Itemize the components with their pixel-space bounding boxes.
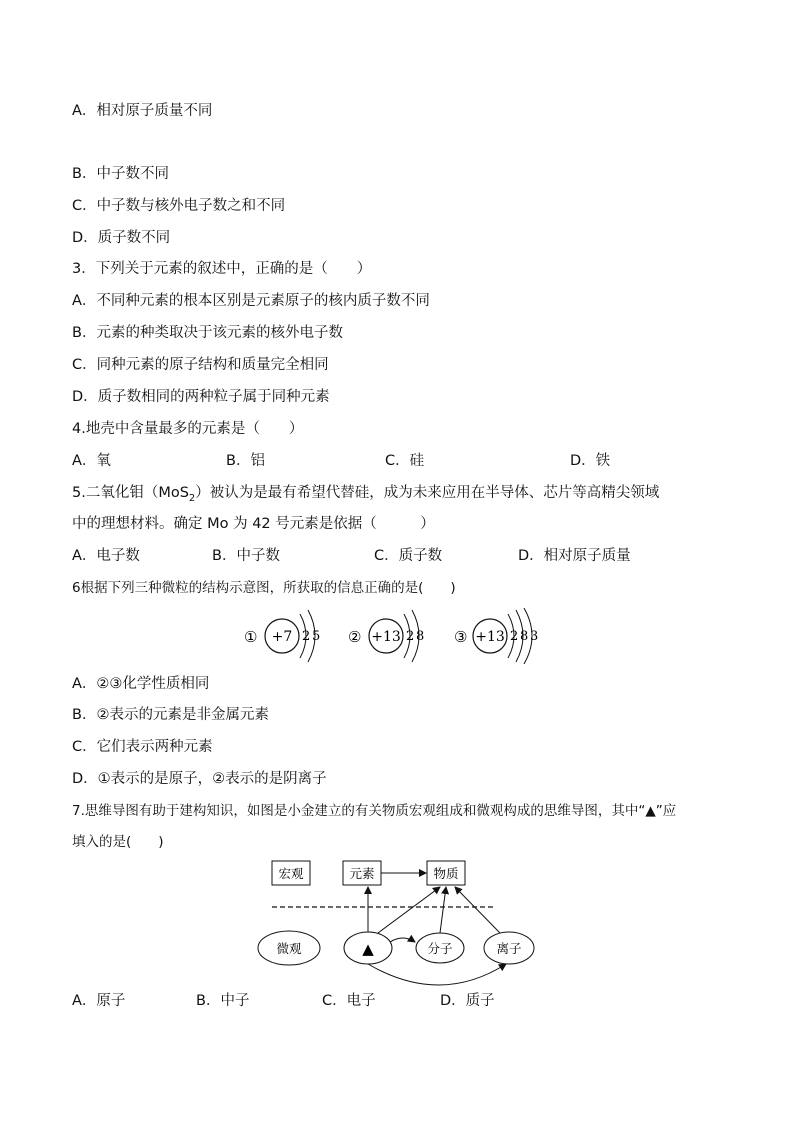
q5-option-c: C．质子数 — [374, 548, 443, 564]
q4-option-d: D．铁 — [570, 453, 611, 469]
particle-1-shell-1-count: 2 — [302, 629, 311, 644]
q3-option-a: A．不同种元素的根本区别是元素原子的核内质子数不同 — [72, 293, 430, 309]
q7-option-a: A．原子 — [72, 993, 126, 1009]
particle-2-nucleus: +13 — [371, 629, 401, 645]
q6-option-c: C．它们表示两种元素 — [72, 739, 213, 755]
q3-option-b: B．元素的种类取决于该元素的核外电子数 — [72, 325, 343, 341]
q6-option-b: B．②表示的元素是非金属元素 — [72, 707, 269, 723]
q7-stem-line2: 填入的是( ) — [72, 834, 164, 850]
q5-option-a: A．电子数 — [72, 548, 140, 564]
q5-stem-line1 — [72, 483, 659, 509]
element-label: 元素 — [349, 866, 375, 881]
q6-option-d: D．①表示的是原子，②表示的是阴离子 — [72, 771, 327, 787]
q5-stem-part-a: 5.二氧化钼（MoS — [72, 485, 189, 501]
q7-option-d: D．质子 — [440, 993, 495, 1009]
particle-3-label: ③ — [454, 628, 468, 646]
ion-label: 离子 — [496, 941, 522, 956]
macro-label: 宏观 — [278, 866, 304, 881]
q7-option-b: B．中子 — [196, 993, 250, 1009]
q3-option-d: D．质子数相同的两种粒子属于同种元素 — [72, 389, 330, 405]
arrow-unknown-to-ion — [368, 964, 506, 985]
q5-stem-part-b: ）被认为是最有希望代替硅，成为未来应用在半导体、芯片等高精尖领域 — [195, 485, 660, 501]
q3-option-c: C．同种元素的原子结构和质量完全相同 — [72, 357, 329, 373]
particle-3-shell-3-count: 3 — [530, 629, 539, 644]
arrow-unknown-to-substance — [378, 887, 440, 933]
q6-option-a: A．②③化学性质相同 — [72, 676, 210, 692]
q5-option-d: D．相对原子质量 — [518, 548, 631, 564]
particle-1-shell-2-count: 5 — [312, 629, 321, 644]
arrow-molecule-to-substance — [440, 887, 446, 933]
arrow-unknown-to-molecule — [390, 938, 415, 942]
particle-2-label: ② — [348, 628, 362, 646]
q5-option-b: B．中子数 — [212, 548, 280, 564]
q2-option-a: A．相对原子质量不同 — [72, 103, 213, 119]
q3-stem: 3．下列关于元素的叙述中，正确的是（ ） — [72, 261, 372, 277]
q7-stem-line1: 7.思维导图有助于建构知识，如图是小金建立的有关物质宏观组成和微观构成的思维导图，其中“▲”应 — [72, 803, 677, 819]
particle-3-shell-2-count: 8 — [520, 629, 529, 644]
atomic-structure-diagram — [240, 606, 550, 666]
q5-stem-subscript: 2 — [188, 492, 196, 504]
unknown-triangle: ▲ — [362, 940, 374, 958]
q7-option-c: C．电子 — [322, 993, 376, 1009]
particle-2-shell-1-count: 2 — [406, 629, 415, 644]
q5-stem-line2: 中的理想材料。确定 Mo 为 42 号元素是依据（ ） — [72, 516, 435, 532]
q2-option-c: C．中子数与核外电子数之和不同 — [72, 198, 286, 214]
particle-2-shell-2-count: 8 — [416, 629, 425, 644]
q2-option-d: D．质子数不同 — [72, 230, 171, 246]
q2-option-b: B．中子数不同 — [72, 166, 169, 182]
q4-option-c: C．硅 — [385, 453, 425, 469]
particle-1-nucleus: +7 — [271, 629, 293, 645]
particle-3-nucleus: +13 — [475, 629, 505, 645]
q4-option-a: A．氧 — [72, 453, 111, 469]
particle-1-label: ① — [244, 628, 258, 646]
q4-option-b: B．铝 — [226, 453, 265, 469]
micro-label: 微观 — [276, 941, 302, 956]
q6-stem: 6根据下列三种微粒的结构示意图，所获取的信息正确的是( ) — [72, 580, 456, 596]
mind-map-diagram — [250, 856, 550, 988]
substance-label: 物质 — [433, 866, 459, 881]
arrow-ion-to-substance — [455, 887, 500, 933]
particle-3-shell-1-count: 2 — [510, 629, 519, 644]
q4-stem: 4.地壳中含量最多的元素是（ ） — [72, 421, 304, 437]
molecule-label: 分子 — [427, 941, 453, 956]
